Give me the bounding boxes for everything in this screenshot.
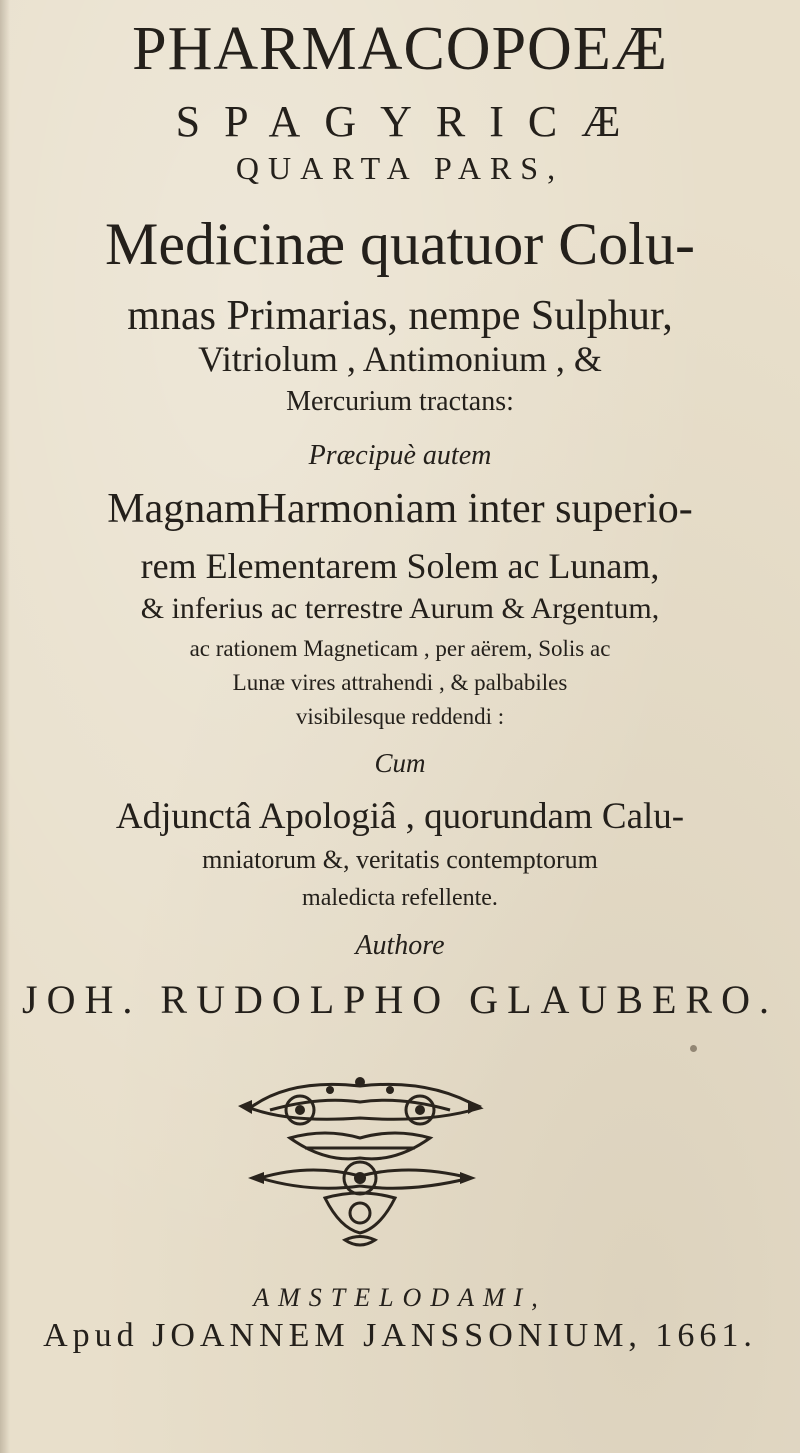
title-pharmacopoeae: PHARMACOPOEÆ bbox=[132, 15, 668, 83]
ink-spot bbox=[690, 1045, 697, 1052]
imprint-place: AMSTELODAMI, bbox=[253, 1283, 547, 1312]
text-line-5: mnas Primarias, nempe Sulphur, bbox=[127, 293, 673, 339]
text-line-16: Adjunctâ Apologiâ , quorundam Calu- bbox=[115, 796, 685, 837]
text-line-11: & inferius ac terrestre Aurum & Argentum, bbox=[140, 592, 660, 625]
imprint-publisher-date: Apud JOANNEM JANSSONIUM, 1661. bbox=[43, 1317, 757, 1354]
text-line-17: mniatorum &, veritatis contemptorum bbox=[202, 845, 598, 874]
text-line-10: rem Elementarem Solem ac Lunam, bbox=[140, 546, 660, 586]
text-line-14: visibilesque reddendi : bbox=[295, 704, 505, 729]
printers-device-ornament-icon bbox=[230, 1068, 490, 1258]
text-line-authore: Authore bbox=[355, 930, 445, 961]
title-spagyricae: SPAGYRICÆ bbox=[175, 97, 645, 146]
author-name: JOH. RUDOLPHO GLAUBERO. bbox=[22, 977, 778, 1022]
text-line-13: Lunæ vires attrahendi , & palbabiles bbox=[232, 670, 568, 695]
text-line-7: Mercurium tractans: bbox=[286, 386, 514, 417]
text-line-8: Præcipuè autem bbox=[308, 440, 492, 471]
text-line-18: maledicta refellente. bbox=[302, 885, 498, 911]
text-line-9: MagnamHarmoniam inter superio- bbox=[107, 486, 693, 532]
text-line-4: Medicinæ quatuor Colu- bbox=[105, 211, 695, 277]
text-line-6: Vitriolum , Antimonium , & bbox=[198, 339, 602, 379]
text-line-12: ac rationem Magneticam , per aërem, Solis ac bbox=[189, 636, 611, 661]
subtitle-quarta-pars: QUARTA PARS, bbox=[235, 150, 565, 186]
text-line-cum: Cum bbox=[374, 748, 426, 778]
